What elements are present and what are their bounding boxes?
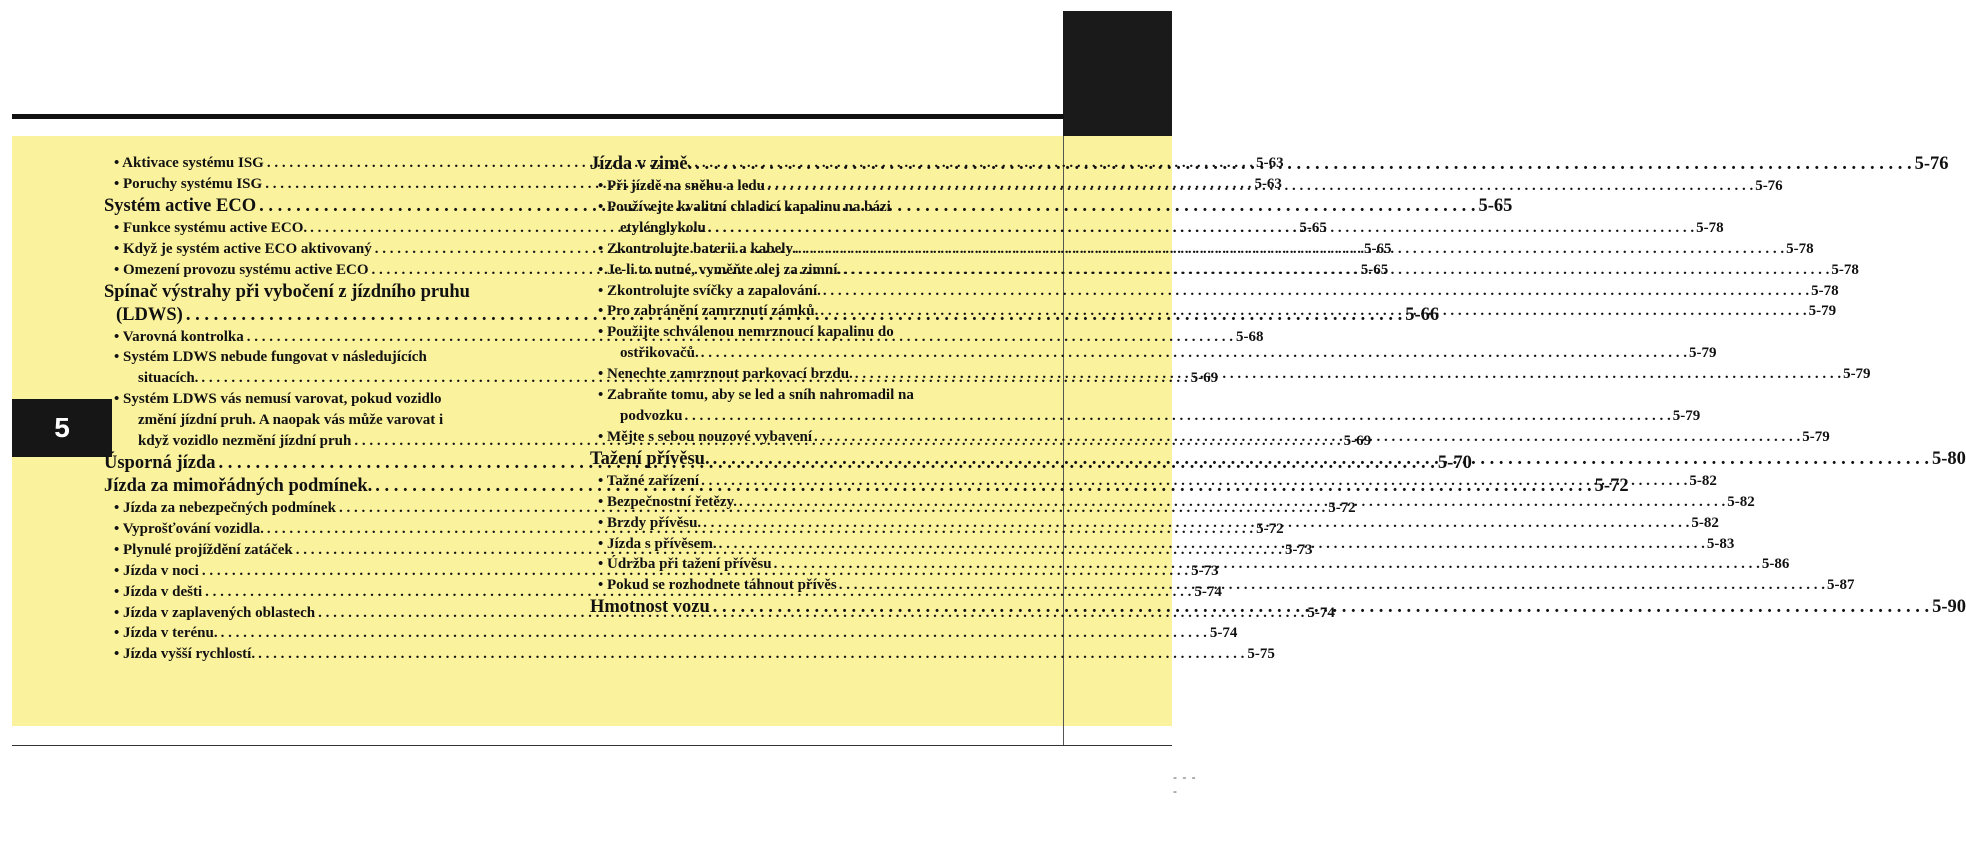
- toc-entry[interactable]: • Aktivace systému ISG . . . 5-63: [104, 153, 542, 174]
- footer-rule: [12, 745, 1172, 746]
- toc-section[interactable]: (LDWS) . . . 5-66: [104, 304, 542, 327]
- toc-entry[interactable]: • Zkontrolujte baterii a kabely. . . . 5-78: [590, 239, 1026, 260]
- toc-entry[interactable]: • Varovná kontrolka . . . 5-68: [104, 327, 542, 348]
- toc-entry[interactable]: • Funkce systému active ECO. . . . 5-65: [104, 218, 542, 239]
- toc-section[interactable]: Tažení přívěsu. . . . 5-80: [590, 448, 1026, 471]
- toc-entry[interactable]: • Plynulé projíždění zatáček . . . 5-73: [104, 540, 542, 561]
- toc-entry[interactable]: když vozidlo nezmění jízdní pruh . . . 5-69: [104, 431, 542, 452]
- toc-entry[interactable]: situacích. . . . 5-69: [104, 368, 542, 389]
- toc-entry[interactable]: • Pro zabránění zamrznutí zámků. . . . 5-79: [590, 301, 1026, 322]
- page-marker: - - - -: [1173, 770, 1197, 798]
- toc-entry[interactable]: • Tažné zařízení . . . 5-82: [590, 471, 1026, 492]
- toc-entry[interactable]: • Když je systém active ECO aktivovaný . . . 5-65: [104, 239, 542, 260]
- header-rule: [12, 114, 1064, 119]
- chapter-number: 5: [54, 412, 70, 443]
- toc-entry[interactable]: • Jízda za nebezpečných podmínek . . . 5-72: [104, 498, 542, 519]
- toc-entry-line[interactable]: • Systém LDWS nebude fungovat v následujících: [114, 349, 427, 366]
- toc-section[interactable]: Systém active ECO . . . 5-65: [104, 195, 542, 218]
- toc-entry[interactable]: • Jízda v zaplavených oblastech . . . 5-74: [104, 603, 542, 624]
- toc-entry[interactable]: • Nenechte zamrznout parkovací brzdu. . . . 5-79: [590, 364, 1026, 385]
- toc-entry[interactable]: ostřikovačů. . . . 5-79: [590, 343, 1026, 364]
- toc-entry[interactable]: • Údržba při tažení přívěsu . . . 5-86: [590, 554, 1026, 575]
- toc-entry[interactable]: • Brzdy přívěsu. . . . 5-82: [590, 513, 1026, 534]
- toc-entry[interactable]: • Omezení provozu systému active ECO . . . 5-65: [104, 260, 542, 281]
- toc-entry[interactable]: etylénglykolu . . . 5-78: [590, 218, 1026, 239]
- chapter-tab: [12, 399, 112, 457]
- toc-entry[interactable]: • Mějte s sebou nouzové vybavení . . . 5-79: [590, 427, 1026, 448]
- toc-entry[interactable]: • Jízda v noci . . . 5-73: [104, 561, 542, 582]
- toc-entry[interactable]: • Bezpečnostní řetězy. . . . 5-82: [590, 492, 1026, 513]
- toc-entry[interactable]: • Jízda vyšší rychlostí. . . . 5-75: [104, 644, 542, 665]
- toc-section[interactable]: Jízda za mimořádných podmínek. . . . 5-72: [104, 475, 542, 498]
- toc-entry[interactable]: • Zkontrolujte svíčky a zapalování. . . . 5-78: [590, 281, 1026, 302]
- toc-entry-line[interactable]: změní jízdní pruh. A naopak vás může varovat i: [138, 412, 444, 429]
- toc-entry[interactable]: • Při jízdě na sněhu a ledu . . . 5-76: [590, 176, 1026, 197]
- toc-entry[interactable]: • Pokud se rozhodnete táhnout přívěs . . . 5-87: [590, 575, 1026, 596]
- toc-entry-line[interactable]: • Systém LDWS vás nemusí varovat, pokud vozidlo: [114, 391, 442, 408]
- toc-entry[interactable]: • Je-li to nutné, vyměňte olej za zimní. . . . 5-78: [590, 260, 1026, 281]
- toc-section-line[interactable]: Spínač výstrahy při vybočení z jízdního pruhu: [104, 281, 470, 302]
- toc-entry[interactable]: • Vyprošťování vozidla. . . . 5-72: [104, 519, 542, 540]
- toc-entry-line[interactable]: • Používejte kvalitní chladicí kapalinu na bázi: [598, 198, 891, 215]
- toc-entry[interactable]: • Jízda v terénu. . . . 5-74: [104, 623, 542, 644]
- toc-entry[interactable]: podvozku . . . 5-79: [590, 406, 1026, 427]
- toc-entry[interactable]: • Jízda s přívěsem. . . . 5-83: [590, 534, 1026, 555]
- toc-entry-line[interactable]: • Zabraňte tomu, aby se led a sníh nahromadil na: [598, 387, 914, 404]
- toc-entry[interactable]: • Jízda v dešti . . . 5-74: [104, 582, 542, 603]
- corner-tab: [1063, 11, 1172, 136]
- toc-entry[interactable]: • Poruchy systému ISG . . . 5-63: [104, 174, 542, 195]
- toc-section[interactable]: Úsporná jízda . . . 5-70: [104, 452, 542, 475]
- toc-section[interactable]: Hmotnost vozu . . . 5-90: [590, 596, 1026, 619]
- toc-entry-line[interactable]: • Použijte schválenou nemrznoucí kapalinu do: [598, 324, 894, 341]
- toc-section[interactable]: Jízda v zimě. . . . 5-76: [590, 153, 1026, 176]
